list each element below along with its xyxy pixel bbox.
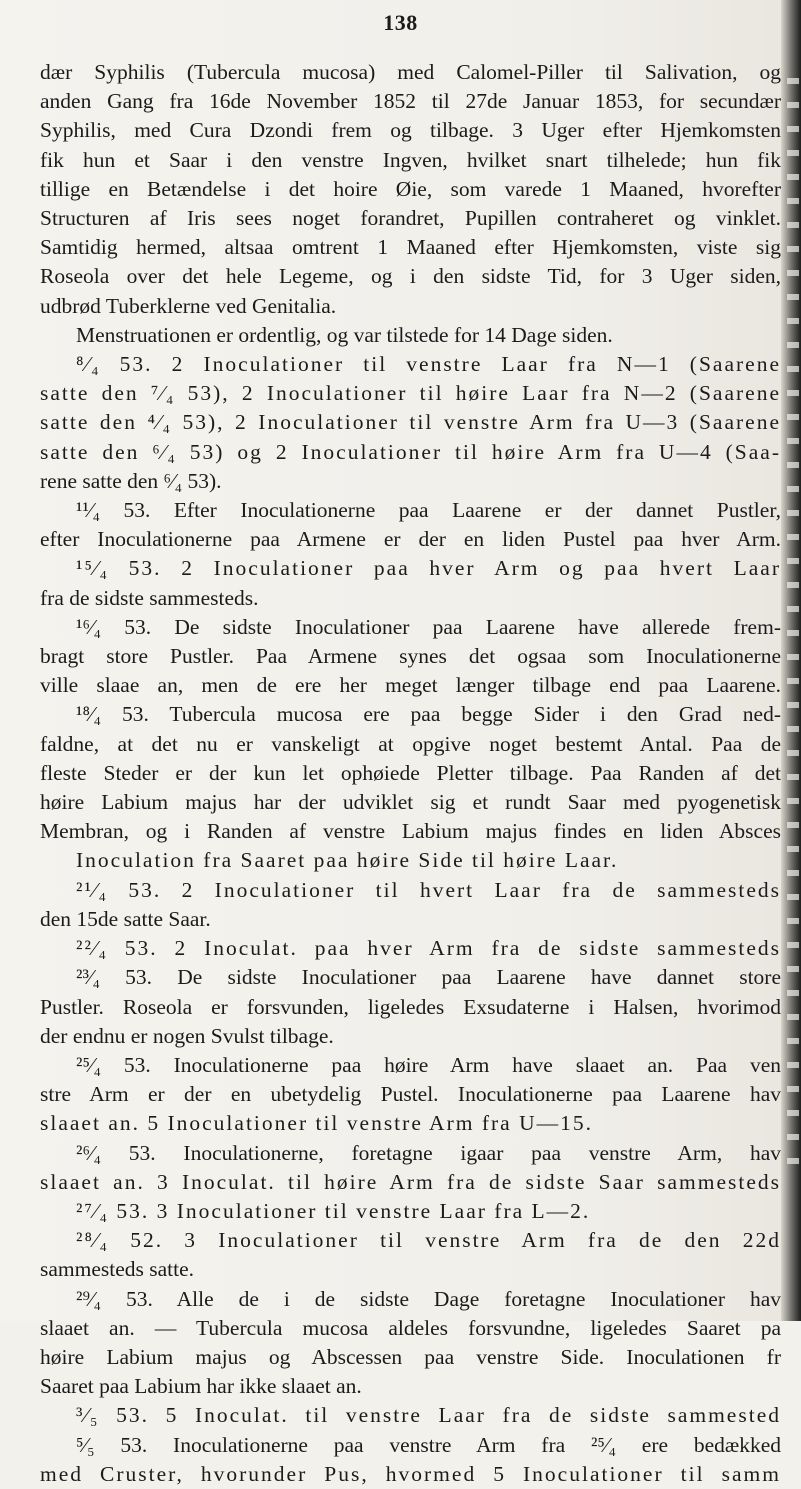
text-line: sammesteds satte.: [40, 1257, 195, 1282]
page-number: 138: [383, 10, 418, 35]
text-line: slaaet an. — Tubercula mucosa aldeles forsvundne, ligeledes Saaret pa: [40, 1315, 781, 1340]
text-line: anden Gang fra 16de November 1852 til 27de Januar 1853, for secundær: [40, 89, 781, 114]
text-line: fra de sidste sammesteds.: [40, 585, 259, 610]
text-line: ³⁄₅ 53. 5 Inoculat. til venstre Laar fra de sidste sammested: [76, 1403, 781, 1428]
text-line: Membran, og i Randen af venstre Labium majus findes en liden Absces: [40, 819, 781, 844]
text-line: ⁵⁄₅ 53. Inoculationerne paa venstre Arm fra ²⁵⁄₄ ere bedækked: [76, 1432, 781, 1457]
adjacent-page-edge: [787, 60, 799, 1180]
text-line: faldne, at det nu er vanskeligt at opgive noget bestemt Antal. Paa de: [40, 731, 781, 756]
page-edge-shadow: [781, 0, 801, 1321]
text-line: ²²⁄₄ 53. 2 Inoculat. paa hver Arm fra de sidste sammesteds: [76, 936, 781, 961]
text-line: ²³⁄₄ 53. De sidste Inoculationer paa Laarene have dannet store: [76, 965, 781, 990]
body-text: [40, 58, 781, 1489]
text-line: tillige en Betændelse i det hoire Øie, som varede 1 Maaned, hvorefter: [40, 176, 781, 201]
text-line: ²⁹⁄₄ 53. Alle de i de sidste Dage foretagne Inoculationer hav: [76, 1286, 781, 1311]
text-line: Saaret paa Labium har ikke slaaet an.: [40, 1374, 362, 1399]
text-line: den 15de satte Saar.: [40, 906, 211, 931]
text-line: høire Labium majus og Abscessen paa venstre Side. Inoculationen fr: [40, 1344, 781, 1369]
text-line: Inoculation fra Saaret paa høire Side til høire Laar.: [76, 848, 619, 873]
text-line: Pustler. Roseola er forsvunden, ligeledes Exsudaterne i Halsen, hvorimod: [40, 994, 781, 1019]
text-line: ¹⁸⁄₄ 53. Tubercula mucosa ere paa begge Sider i den Grad ned-: [76, 702, 781, 727]
text-line: stre Arm er der en ubetydelig Pustel. Inoculationerne paa Laarene hav: [40, 1082, 781, 1107]
text-line: slaaet an. 5 Inoculationer til venstre Arm fra U—15.: [40, 1111, 593, 1136]
text-line: rene satte den ⁶⁄₄ 53).: [40, 468, 222, 493]
text-line: Samtidig hermed, altsaa omtrent 1 Maaned efter Hjemkomsten, viste sig: [40, 235, 781, 260]
text-line: ville slaae an, men de ere her meget længer tilbage end paa Laarene.: [40, 673, 781, 698]
text-line: bragt store Pustler. Paa Armene synes det ogsaa som Inoculationerne: [40, 644, 781, 669]
text-line: ²⁷⁄₄ 53. 3 Inoculationer til venstre Laar fra L—2.: [76, 1198, 591, 1223]
text-line: efter Inoculationerne paa Armene er der en liden Pustel paa hver Arm.: [40, 527, 781, 552]
text-line: slaaet an. 3 Inoculat. til høire Arm fra de sidste Saar sammesteds: [40, 1169, 781, 1194]
text-line: fik hun et Saar i den venstre Ingven, hvilket snart tilhelede; hun fik: [40, 147, 781, 172]
text-line: Roseola over det hele Legeme, og i den sidste Tid, for 3 Uger siden,: [40, 264, 781, 289]
text-line: der endnu er nogen Svulst tilbage.: [40, 1023, 334, 1048]
text-line: ²⁸⁄₄ 52. 3 Inoculationer til venstre Arm fra de den 22d: [76, 1228, 781, 1253]
text-line: satte den ⁷⁄₄ 53), 2 Inoculationer til høire Laar fra N—2 (Saarene: [40, 381, 781, 406]
text-line: fleste Steder er der kun let ophøiede Pletter tilbage. Paa Randen af det: [40, 760, 781, 785]
text-line: høire Labium majus har der udviklet sig et rundt Saar med pyogenetisk: [40, 790, 781, 815]
text-line: satte den ⁶⁄₄ 53) og 2 Inoculationer til høire Arm fra U—4 (Saa-: [40, 439, 781, 464]
text-line: med Cruster, hvorunder Pus, hvormed 5 Inoculationer til samm: [40, 1461, 781, 1486]
text-line: ⁸⁄₄ 53. 2 Inoculationer til venstre Laar fra N—1 (Saarene: [76, 352, 781, 377]
text-line: udbrød Tuberklerne ved Genitalia.: [40, 293, 337, 318]
text-line: satte den ⁴⁄₄ 53), 2 Inoculationer til venstre Arm fra U—3 (Saarene: [40, 410, 781, 435]
text-line: ¹⁶⁄₄ 53. De sidste Inoculationer paa Laarene have allerede frem-: [76, 614, 781, 639]
text-line: ²⁶⁄₄ 53. Inoculationerne, foretagne igaar paa venstre Arm, hav: [76, 1140, 781, 1165]
text-line: Syphilis, med Cura Dzondi frem og tilbage. 3 Uger efter Hjemkomsten: [40, 118, 781, 143]
text-line: Menstruationen er ordentlig, og var tilstede for 14 Dage siden.: [76, 322, 613, 347]
text-line: ²¹⁄₄ 53. 2 Inoculationer til hvert Laar fra de sammesteds: [76, 877, 781, 902]
text-line: ¹¹⁄₄ 53. Efter Inoculationerne paa Laarene er der dannet Pustler,: [76, 498, 781, 523]
text-line: dær Syphilis (Tubercula mucosa) med Calomel-Piller til Salivation, og: [40, 60, 781, 84]
text-line: ²⁵⁄₄ 53. Inoculationerne paa høire Arm have slaaet an. Paa ven: [76, 1052, 781, 1077]
text-line: ¹⁵⁄₄ 53. 2 Inoculationer paa hver Arm og paa hvert Laar: [76, 556, 781, 581]
text-line: Structuren af Iris sees noget forandret, Pupillen contraheret og vinklet.: [40, 206, 781, 231]
